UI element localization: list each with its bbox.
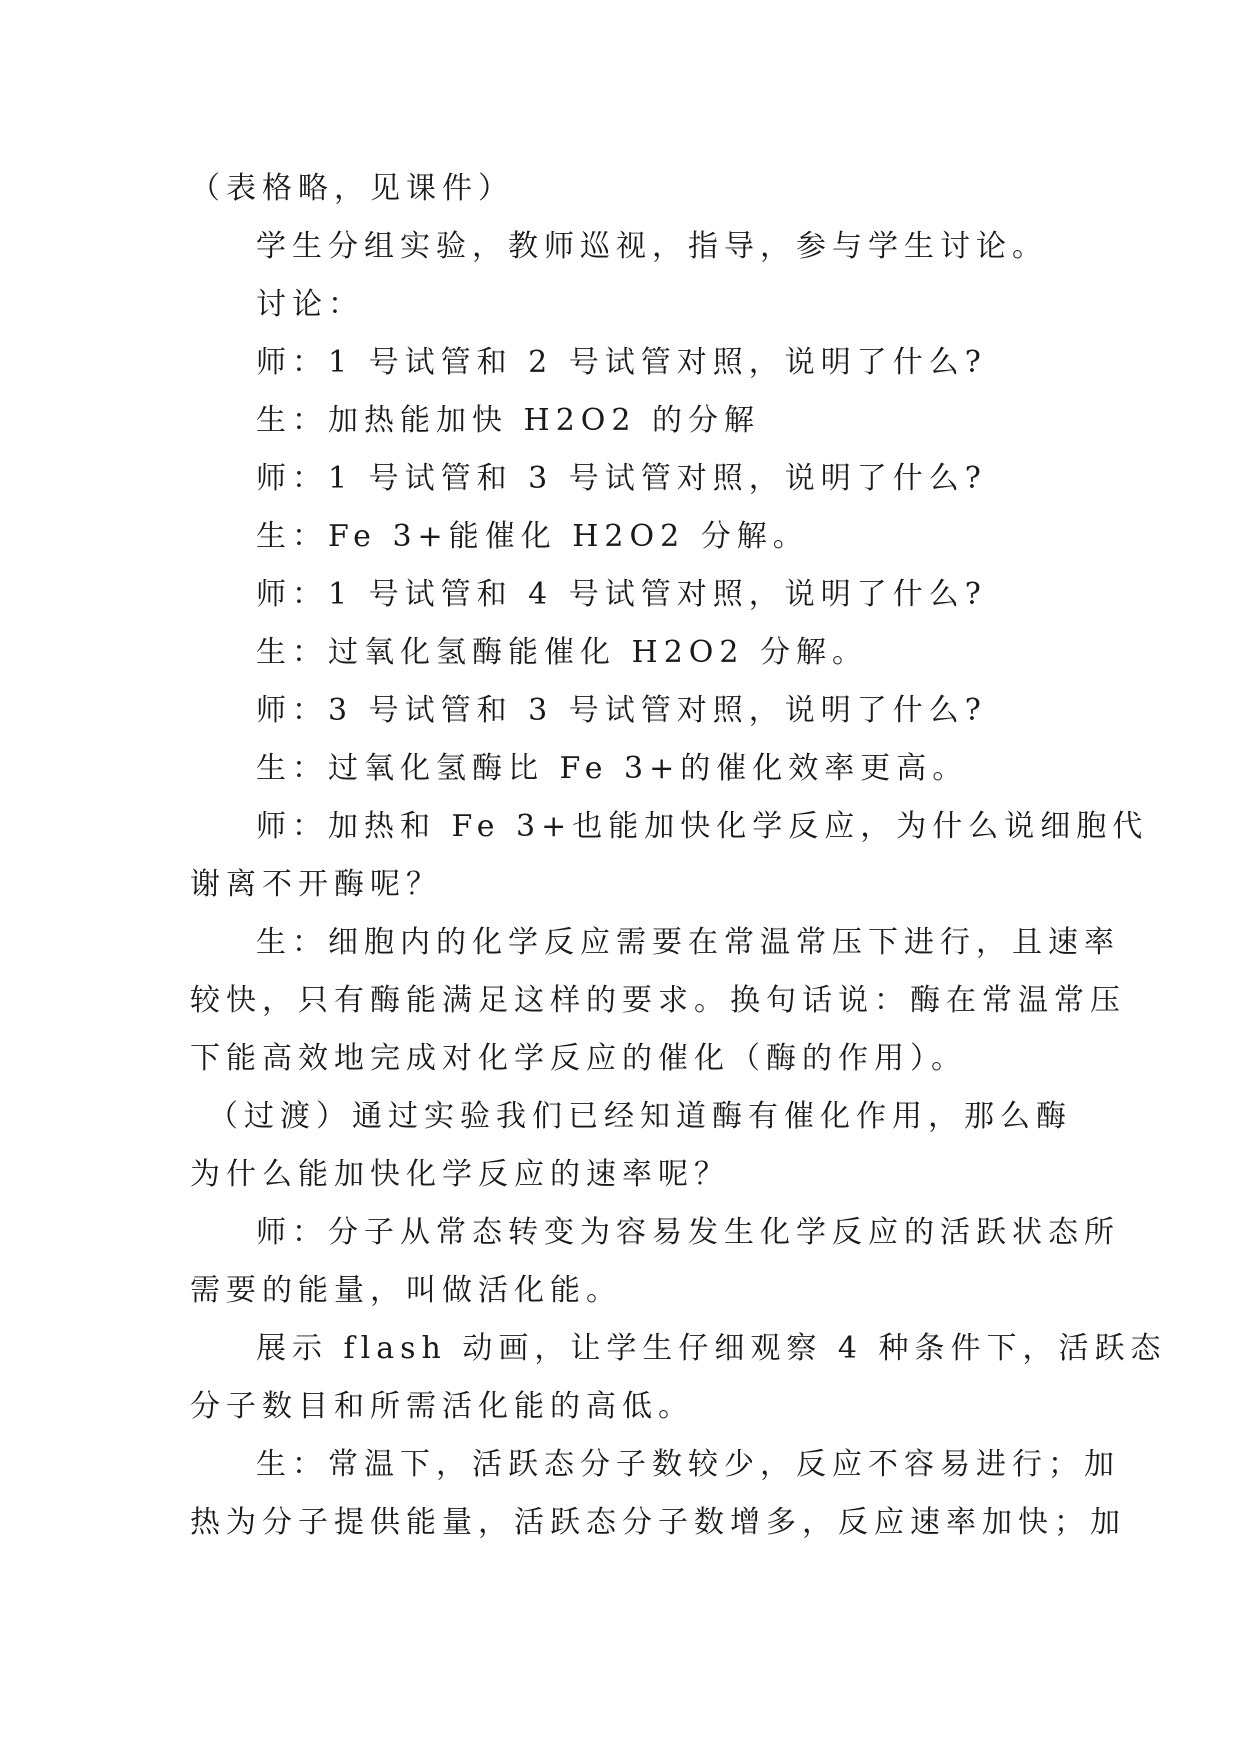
flash-demo-paragraph: 展示 flash 动画，让学生仔细观察 4 种条件下，活跃态 <box>256 1331 1167 1366</box>
discussion-heading: 讨论： <box>256 287 364 322</box>
teacher-question-2: 师：1 号试管和 3 号试管对照，说明了什么? <box>256 461 987 496</box>
teacher-question-4: 师：3 号试管和 3 号试管对照，说明了什么? <box>256 693 987 728</box>
transition-paragraph-cont: 为什么能加快化学反应的速率呢？ <box>190 1157 730 1192</box>
flash-demo-paragraph-cont: 分子数目和所需活化能的高低。 <box>190 1389 694 1424</box>
teacher-question-5-cont: 谢离不开酶呢？ <box>190 867 442 902</box>
student-answer-4: 生：过氧化氢酶比 Fe 3+的催化效率更高。 <box>256 751 969 786</box>
student-answer-6-cont: 热为分子提供能量，活跃态分子数增多，反应速率加快；加 <box>190 1505 1126 1540</box>
student-answer-1: 生：加热能加快 H2O2 的分解 <box>256 403 761 438</box>
student-answer-5-cont-1: 较快，只有酶能满足这样的要求。换句话说：酶在常温常压 <box>190 983 1126 1018</box>
student-answer-6: 生：常温下，活跃态分子数较少，反应不容易进行；加 <box>256 1447 1120 1482</box>
student-answer-2: 生：Fe 3+能催化 H2O2 分解。 <box>256 519 809 554</box>
table-omitted-note: （表格略，见课件） <box>190 171 514 206</box>
teacher-definition-cont: 需要的能量，叫做活化能。 <box>190 1273 622 1308</box>
teacher-question-1: 师：1 号试管和 2 号试管对照，说明了什么? <box>256 345 987 380</box>
document-body <box>190 160 1167 1552</box>
teacher-definition: 师：分子从常态转变为容易发生化学反应的活跃状态所 <box>256 1215 1120 1250</box>
student-answer-3: 生：过氧化氢酶能催化 H2O2 分解。 <box>256 635 869 670</box>
teacher-question-3: 师：1 号试管和 4 号试管对照，说明了什么? <box>256 577 987 612</box>
paragraph-experiment: 学生分组实验，教师巡视，指导，参与学生讨论。 <box>256 229 1048 264</box>
student-answer-5: 生：细胞内的化学反应需要在常温常压下进行，且速率 <box>256 925 1120 960</box>
student-answer-5-cont-2: 下能高效地完成对化学反应的催化（酶的作用）。 <box>190 1041 967 1076</box>
transition-paragraph: （过渡）通过实验我们已经知道酶有催化作用，那么酶 <box>208 1099 1072 1134</box>
teacher-question-5: 师：加热和 Fe 3+也能加快化学反应，为什么说细胞代 <box>256 809 1149 844</box>
